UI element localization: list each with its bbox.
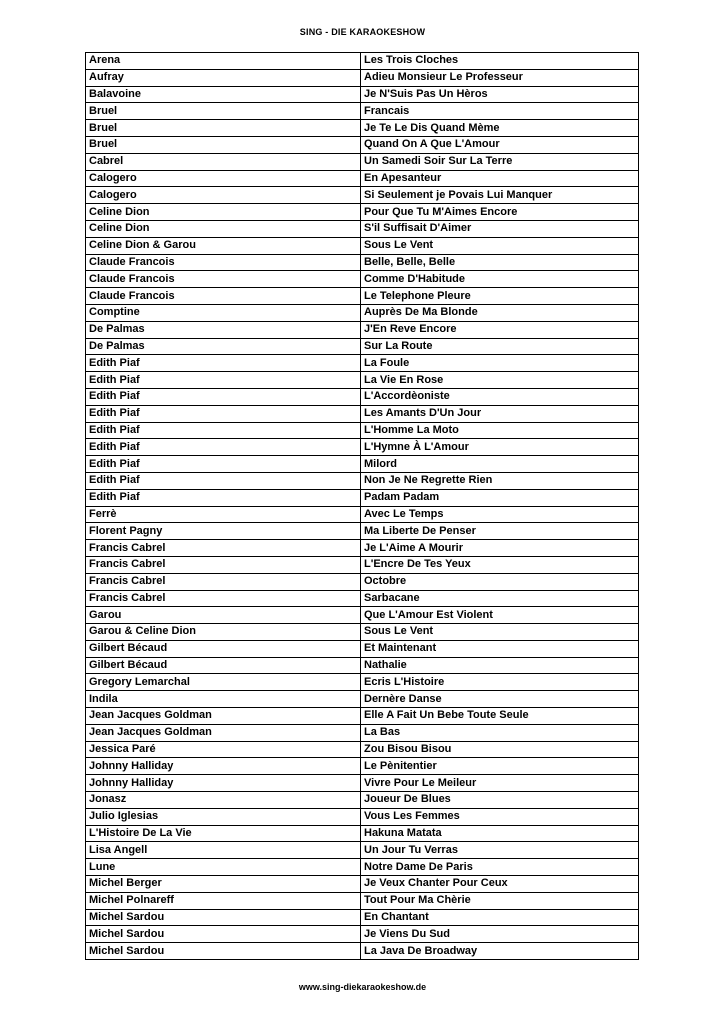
- table-row: [86, 338, 639, 355]
- table-row: [86, 53, 639, 70]
- table-row: [86, 523, 639, 540]
- artist-cell: Bruel: [86, 120, 361, 137]
- table-row: [86, 439, 639, 456]
- table-row: [86, 153, 639, 170]
- song-title-cell: En Apesanteur: [361, 170, 639, 187]
- artist-cell: L'Histoire De La Vie: [86, 825, 361, 842]
- table-row: [86, 254, 639, 271]
- table-row: [86, 808, 639, 825]
- song-title-cell: L'Encre De Tes Yeux: [361, 556, 639, 573]
- song-title-cell: La Vie En Rose: [361, 372, 639, 389]
- song-title-cell: S'il Suffisait D'Aimer: [361, 220, 639, 237]
- artist-cell: Edith Piaf: [86, 439, 361, 456]
- song-table: [85, 52, 639, 960]
- table-row: [86, 741, 639, 758]
- artist-cell: Edith Piaf: [86, 472, 361, 489]
- artist-cell: Lisa Angell: [86, 842, 361, 859]
- table-row: [86, 926, 639, 943]
- artist-cell: Celine Dion: [86, 204, 361, 221]
- table-row: [86, 859, 639, 876]
- table-row: [86, 691, 639, 708]
- artist-cell: Bruel: [86, 136, 361, 153]
- table-row: [86, 775, 639, 792]
- table-row: [86, 204, 639, 221]
- page-header-title: SING - DIE KARAOKESHOW: [299, 27, 426, 37]
- artist-cell: Celine Dion & Garou: [86, 237, 361, 254]
- song-title-cell: L'Homme La Moto: [361, 422, 639, 439]
- table-row: [86, 69, 639, 86]
- table-row: [86, 136, 639, 153]
- table-row: [86, 288, 639, 305]
- artist-cell: Francis Cabrel: [86, 540, 361, 557]
- table-row: [86, 758, 639, 775]
- song-title-cell: Adieu Monsieur Le Professeur: [361, 69, 639, 86]
- table-row: [86, 708, 639, 725]
- song-title-cell: La Foule: [361, 355, 639, 372]
- table-row: [86, 271, 639, 288]
- song-table-body: [86, 53, 639, 960]
- table-row: [86, 456, 639, 473]
- artist-cell: Claude Francois: [86, 288, 361, 305]
- song-title-cell: Quand On A Que L'Amour: [361, 136, 639, 153]
- song-title-cell: L'Accordèoniste: [361, 388, 639, 405]
- artist-cell: Claude Francois: [86, 271, 361, 288]
- song-title-cell: En Chantant: [361, 909, 639, 926]
- artist-cell: Julio Iglesias: [86, 808, 361, 825]
- song-title-cell: Que L'Amour Est Violent: [361, 607, 639, 624]
- song-title-cell: Ecris L'Histoire: [361, 674, 639, 691]
- artist-cell: Francis Cabrel: [86, 590, 361, 607]
- song-title-cell: Auprès De Ma Blonde: [361, 304, 639, 321]
- song-title-cell: Elle A Fait Un Bebe Toute Seule: [361, 708, 639, 725]
- table-row: [86, 556, 639, 573]
- artist-cell: Michel Polnareff: [86, 892, 361, 909]
- song-title-cell: Belle, Belle, Belle: [361, 254, 639, 271]
- artist-cell: Edith Piaf: [86, 456, 361, 473]
- song-title-cell: Ma Liberte De Penser: [361, 523, 639, 540]
- artist-cell: Celine Dion: [86, 220, 361, 237]
- song-title-cell: Si Seulement je Povais Lui Manquer: [361, 187, 639, 204]
- artist-cell: Edith Piaf: [86, 388, 361, 405]
- song-title-cell: La Java De Broadway: [361, 943, 639, 960]
- song-title-cell: Padam Padam: [361, 489, 639, 506]
- artist-cell: Jean Jacques Goldman: [86, 724, 361, 741]
- artist-cell: Claude Francois: [86, 254, 361, 271]
- table-row: [86, 506, 639, 523]
- song-title-cell: Vivre Pour Le Meileur: [361, 775, 639, 792]
- song-title-cell: Hakuna Matata: [361, 825, 639, 842]
- artist-cell: Edith Piaf: [86, 422, 361, 439]
- song-title-cell: Octobre: [361, 573, 639, 590]
- song-title-cell: Notre Dame De Paris: [361, 859, 639, 876]
- song-title-cell: Zou Bisou Bisou: [361, 741, 639, 758]
- table-row: [86, 657, 639, 674]
- table-row: [86, 674, 639, 691]
- artist-cell: Michel Sardou: [86, 943, 361, 960]
- song-title-cell: Je N'Suis Pas Un Hèros: [361, 86, 639, 103]
- song-title-cell: Joueur De Blues: [361, 792, 639, 809]
- table-row: [86, 624, 639, 641]
- artist-cell: Lune: [86, 859, 361, 876]
- song-title-cell: Je Te Le Dis Quand Mème: [361, 120, 639, 137]
- table-row: [86, 170, 639, 187]
- table-row: [86, 540, 639, 557]
- artist-cell: Johnny Halliday: [86, 758, 361, 775]
- table-row: [86, 640, 639, 657]
- song-title-cell: J'En Reve Encore: [361, 321, 639, 338]
- artist-cell: Gregory Lemarchal: [86, 674, 361, 691]
- table-row: [86, 237, 639, 254]
- artist-cell: Aufray: [86, 69, 361, 86]
- song-title-cell: L'Hymne À L'Amour: [361, 439, 639, 456]
- artist-cell: Edith Piaf: [86, 405, 361, 422]
- table-row: [86, 892, 639, 909]
- artist-cell: Florent Pagny: [86, 523, 361, 540]
- table-row: [86, 422, 639, 439]
- table-row: [86, 724, 639, 741]
- song-title-cell: Nathalie: [361, 657, 639, 674]
- table-row: [86, 86, 639, 103]
- artist-cell: De Palmas: [86, 321, 361, 338]
- table-row: [86, 321, 639, 338]
- artist-cell: Cabrel: [86, 153, 361, 170]
- table-row: [86, 405, 639, 422]
- song-title-cell: Et Maintenant: [361, 640, 639, 657]
- artist-cell: Garou & Celine Dion: [86, 624, 361, 641]
- artist-cell: Gilbert Bécaud: [86, 657, 361, 674]
- song-title-cell: Pour Que Tu M'Aimes Encore: [361, 204, 639, 221]
- table-row: [86, 103, 639, 120]
- footer-website-url: www.sing-diekaraokeshow.de: [298, 982, 427, 992]
- table-row: [86, 825, 639, 842]
- table-row: [86, 120, 639, 137]
- song-title-cell: Le Telephone Pleure: [361, 288, 639, 305]
- table-row: [86, 304, 639, 321]
- song-title-cell: Je L'Aime A Mourir: [361, 540, 639, 557]
- artist-cell: Edith Piaf: [86, 372, 361, 389]
- song-title-cell: Je Viens Du Sud: [361, 926, 639, 943]
- artist-cell: Balavoine: [86, 86, 361, 103]
- artist-cell: Garou: [86, 607, 361, 624]
- song-title-cell: Francais: [361, 103, 639, 120]
- song-title-cell: Dernère Danse: [361, 691, 639, 708]
- artist-cell: Michel Berger: [86, 876, 361, 893]
- song-title-cell: Avec Le Temps: [361, 506, 639, 523]
- table-row: [86, 472, 639, 489]
- artist-cell: Francis Cabrel: [86, 573, 361, 590]
- table-row: [86, 842, 639, 859]
- table-row: [86, 372, 639, 389]
- artist-cell: Johnny Halliday: [86, 775, 361, 792]
- table-row: [86, 220, 639, 237]
- artist-cell: Indila: [86, 691, 361, 708]
- song-title-cell: Sous Le Vent: [361, 237, 639, 254]
- table-row: [86, 792, 639, 809]
- song-title-cell: La Bas: [361, 724, 639, 741]
- song-title-cell: Un Samedi Soir Sur La Terre: [361, 153, 639, 170]
- artist-cell: Bruel: [86, 103, 361, 120]
- artist-cell: Comptine: [86, 304, 361, 321]
- table-row: [86, 909, 639, 926]
- artist-cell: Jessica Paré: [86, 741, 361, 758]
- song-title-cell: Vous Les Femmes: [361, 808, 639, 825]
- song-title-cell: Je Veux Chanter Pour Ceux: [361, 876, 639, 893]
- artist-cell: Jean Jacques Goldman: [86, 708, 361, 725]
- table-row: [86, 573, 639, 590]
- artist-cell: Ferrè: [86, 506, 361, 523]
- song-title-cell: Un Jour Tu Verras: [361, 842, 639, 859]
- artist-cell: Edith Piaf: [86, 489, 361, 506]
- song-title-cell: Le Pènitentier: [361, 758, 639, 775]
- song-title-cell: Sarbacane: [361, 590, 639, 607]
- table-row: [86, 943, 639, 960]
- song-title-cell: Les Amants D'Un Jour: [361, 405, 639, 422]
- artist-cell: De Palmas: [86, 338, 361, 355]
- artist-cell: Jonasz: [86, 792, 361, 809]
- table-row: [86, 388, 639, 405]
- artist-cell: Calogero: [86, 170, 361, 187]
- table-row: [86, 355, 639, 372]
- artist-cell: Arena: [86, 53, 361, 70]
- table-row: [86, 489, 639, 506]
- song-title-cell: Non Je Ne Regrette Rien: [361, 472, 639, 489]
- song-title-cell: Comme D'Habitude: [361, 271, 639, 288]
- table-row: [86, 876, 639, 893]
- table-row: [86, 187, 639, 204]
- artist-cell: Calogero: [86, 187, 361, 204]
- artist-cell: Gilbert Bécaud: [86, 640, 361, 657]
- artist-cell: Michel Sardou: [86, 909, 361, 926]
- song-title-cell: Tout Pour Ma Chèrie: [361, 892, 639, 909]
- artist-cell: Francis Cabrel: [86, 556, 361, 573]
- song-title-cell: Sur La Route: [361, 338, 639, 355]
- artist-cell: Edith Piaf: [86, 355, 361, 372]
- song-title-cell: Les Trois Cloches: [361, 53, 639, 70]
- song-title-cell: Sous Le Vent: [361, 624, 639, 641]
- table-row: [86, 607, 639, 624]
- artist-cell: Michel Sardou: [86, 926, 361, 943]
- song-title-cell: Milord: [361, 456, 639, 473]
- table-row: [86, 590, 639, 607]
